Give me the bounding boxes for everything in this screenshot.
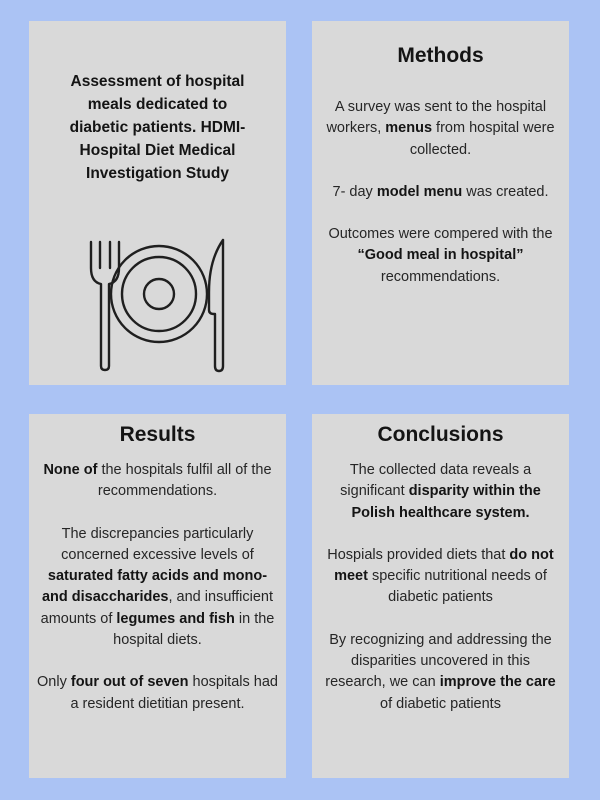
results-paragraph-3: Only four out of seven hospitals had a resident dietitian present. xyxy=(37,674,278,712)
conclusions-paragraph-2: Hospials provided diets that do not meet specific nutritional needs of diabetic patients xyxy=(327,546,554,606)
poster-title: Assessment of hospital meals dedicated to diabetic patients. HDMI-Hospital Diet Medical Investigation Study xyxy=(69,73,246,182)
methods-body xyxy=(320,97,561,288)
results-body xyxy=(37,460,278,715)
methods-panel xyxy=(312,21,569,385)
results-paragraph-1: None of the hospitals fulfil all of the recommendations. xyxy=(43,462,272,500)
title-panel xyxy=(29,21,286,385)
conclusions-heading: Conclusions xyxy=(377,423,504,446)
results-heading: Results xyxy=(119,423,196,446)
results-panel xyxy=(29,414,286,778)
conclusions-body xyxy=(320,460,561,715)
results-paragraph-2: The discrepancies particularly concerned excessive levels of saturated fatty acids and mono- and disaccharides, and insufficient amounts of legumes and fish in the hospital diets. xyxy=(40,525,275,649)
conclusions-paragraph-1: The collected data reveals a significant disparity within the Polish healthcare system. xyxy=(340,462,541,521)
methods-paragraph-1: A survey was sent to the hospital workers, menus from hospital were collected. xyxy=(326,99,555,158)
methods-paragraph-3: Outcomes were compered with the “Good meal in hospital” recommendations. xyxy=(328,226,553,285)
methods-heading: Methods xyxy=(397,44,484,67)
plate-fork-knife-icon xyxy=(81,234,231,374)
conclusions-panel xyxy=(312,414,569,778)
methods-paragraph-2: 7- day model menu was created. xyxy=(332,183,549,200)
conclusions-paragraph-3: By recognizing and addressing the disparities uncovered in this research, we can improve the care of diabetic patients xyxy=(325,631,556,712)
